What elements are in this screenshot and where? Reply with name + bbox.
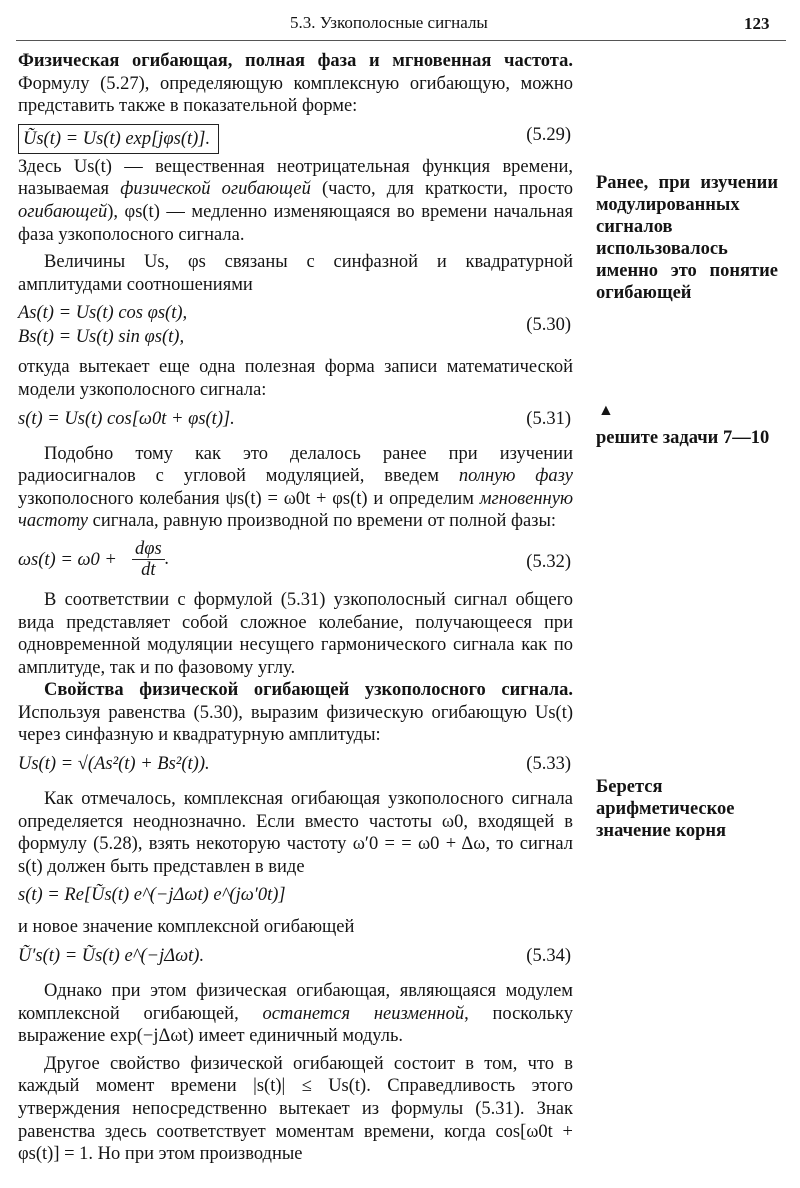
equation-number: (5.32): [526, 551, 571, 572]
equation-number: (5.30): [526, 315, 571, 336]
paragraph-full-phase: Подобно тому как это делалось ранее при изучении радиосигналов с угловой модуляцией, введем полную фазу узкополосного колебания ψs(t) = ω0t + φs(t) и определим мгновенную частоту сигнала, равную производной по времени от полной фазы:: [18, 443, 573, 532]
paragraph-envelope-properties: Свойства физической огибающей узкополосного сигнала. Используя равенства (5.30), выразим физическую огибающую Us(t) через синфазную и квадратурную амплитуды:: [18, 680, 573, 746]
paragraph-complex-oscillation: В соответствии с формулой (5.31) узкополосный сигнал общего вида представляет собой сложное колебание, получающееся при одновременной модуляции несущего гармонического сигнала как по амплитуде, так и по фазовому углу.: [18, 589, 573, 678]
triangle-marker-icon: ▲: [598, 402, 614, 419]
equation-formula: Us(t) = √(As²(t) + Bs²(t)).: [18, 754, 210, 775]
paragraph-new-envelope: и новое значение комплексной огибающей: [18, 917, 355, 938]
equation-5-34: [18, 945, 573, 971]
paragraph-physical-envelope-intro: Физическая огибающая, полная фаза и мгновенная частота. Формулу (5.27), определяющую комплексную огибающую, можно представить также в показательной форме:: [18, 51, 573, 117]
derivative-fraction: [132, 539, 165, 580]
term-envelope: огибающей: [18, 201, 108, 222]
header-divider: [16, 40, 786, 41]
margin-note-envelope: Ранее, при изучении модулированных сигналов использовалось именно это понятие огибающей: [596, 173, 778, 303]
equation-formula: Ũ′s(t) = Ũs(t) e^(−jΔωt).: [18, 946, 205, 967]
equation-line-2: Bs(t) = Us(t) sin φs(t),: [18, 327, 185, 348]
fraction-denominator: dt: [141, 559, 156, 580]
equation-number: (5.29): [526, 124, 571, 145]
page-number: 123: [744, 14, 770, 33]
equation-5-29: [18, 124, 573, 150]
equation-formula: Ũs(t) = Us(t) exp[jφs(t)].: [18, 124, 219, 155]
paragraph-quantities-relation: Величины Us, φs связаны с синфазной и квадратурной амплитудами соотношениями: [18, 252, 573, 295]
equation-5-31: [18, 408, 573, 434]
equation-5-30: [18, 302, 573, 350]
margin-note-root: Берется арифметическое значение корня: [596, 777, 735, 841]
equation-line-1: As(t) = Us(t) cos φs(t),: [18, 303, 188, 324]
main-text-column: [18, 50, 573, 1166]
paragraph-envelope-invariant: Однако при этом физическая огибающая, являющаяся модулем комплексной огибающей, останется неизменной, поскольку выражение exp(−jΔωt) имеет единичный модуль.: [18, 981, 573, 1047]
paragraph-signal-model: откуда вытекает еще одна полезная форма записи математической модели узкополосного сигнала:: [18, 357, 573, 400]
term-unchanged: останется неизменной: [262, 1003, 465, 1024]
equation-unnumbered: [18, 884, 573, 910]
fraction-numerator: dφs: [132, 539, 165, 560]
paragraph-envelope-definition: Здесь Us(t) — вещественная неотрицательная функция времени, называемая физической огибающей (часто, для краткости, просто огибающей), φs(t) — медленно изменяющаяся во времени начальная фаза узкополосного сигнала.: [18, 156, 573, 245]
term-full-phase: полную фазу: [458, 466, 573, 487]
equation-number: (5.33): [526, 754, 571, 775]
equation-formula: s(t) = Re[Ũs(t) e^(−jΔωt) e^(jω′0t)]: [18, 885, 286, 906]
equation-formula: s(t) = Us(t) cos[ω0t + φs(t)].: [18, 408, 235, 429]
paragraph-envelope-bound: Другое свойство физической огибающей состоит в том, что в каждый момент времени |s(t)| ≤ Us(t). Справедливость этого утверждения непосредственно вытекает из формулы (5.31). Знак равенства здесь соответствует моментам времени, когда cos[ω0t + φs(t)] = 1. Но при этом производные: [18, 1053, 573, 1165]
paragraph-heading: Физическая огибающая, полная фаза и мгновенная частота.: [18, 51, 573, 71]
term-physical-envelope: физической огибающей: [120, 179, 311, 200]
term-instantaneous-frequency: мгновенную частоту: [18, 488, 573, 532]
running-header-title: 5.3. Узкополосные сигналы: [290, 13, 488, 32]
equation-5-32: ωs(t) = ω0 + dφs dt . (5.32): [18, 538, 571, 580]
equation-lhs: ωs(t) = ω0 +: [18, 549, 117, 570]
equation-number: (5.34): [526, 946, 571, 967]
margin-note-exercises: решите задачи 7—10: [596, 428, 770, 448]
paragraph-heading: Свойства физической огибающей узкополосного сигнала.: [44, 680, 573, 701]
paragraph-ambiguity: Как отмечалось, комплексная огибающая узкополосного сигнала определяется неоднозначно. Если вместо частоты ω0, входящей в формулу (5.28), взять некоторую частоту ω′0 = = ω0 + Δω, то сигнал s(t) должен быть представлен в виде: [18, 789, 573, 877]
equation-5-33: [18, 753, 573, 779]
equation-number: (5.31): [526, 408, 571, 429]
